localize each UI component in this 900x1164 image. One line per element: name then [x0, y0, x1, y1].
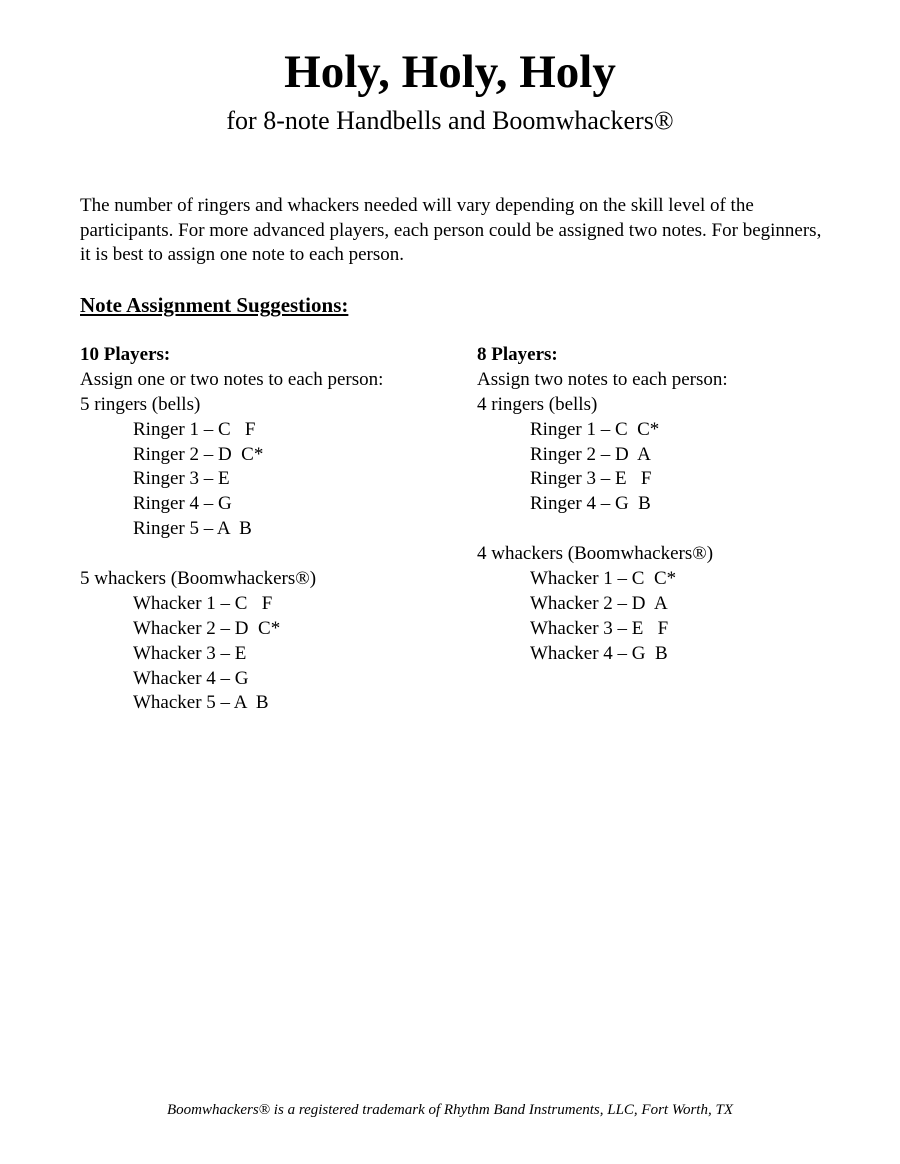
whacker-assignment: Whacker 1 – C C* [530, 568, 677, 590]
whacker-assignment: Whacker 2 – D A [530, 592, 668, 614]
page-title: Holy, Holy, Holy [284, 46, 616, 98]
ringer-assignment: Ringer 4 – G [133, 493, 232, 515]
ringer-assignment: Ringer 5 – A B [133, 518, 252, 540]
whacker-assignment: Whacker 1 – C F [133, 592, 273, 614]
ringer-assignment: Ringer 1 – C C* [530, 418, 660, 440]
ten-players-instruction: Assign one or two notes to each person: [80, 368, 384, 390]
ringer-assignment: Ringer 3 – E F [530, 468, 652, 490]
ringer-assignment: Ringer 1 – C F [133, 418, 256, 440]
whacker-assignment: Whacker 3 – E F [530, 617, 669, 639]
ten-players-column [80, 343, 460, 716]
eight-players-heading: 8 Players: [477, 344, 558, 365]
ringer-assignment: Ringer 3 – E [133, 468, 230, 490]
whacker-assignment: Whacker 2 – D C* [133, 617, 281, 639]
whacker-assignment: Whacker 5 – A B [133, 692, 269, 714]
page-subtitle: for 8-note Handbells and Boomwhackers® [226, 106, 674, 135]
eight-players-ringers-label: 4 ringers (bells) [477, 393, 598, 415]
trademark-footer: Boomwhackers® is a registered trademark of Rhythm Band Instruments, LLC, Fort Worth, TX [167, 1102, 733, 1118]
spacer [80, 542, 460, 567]
whacker-assignment: Whacker 3 – E [133, 642, 247, 664]
ringer-assignment: Ringer 4 – G B [530, 493, 651, 515]
ten-players-whackers-label: 5 whackers (Boomwhackers®) [80, 568, 317, 590]
eight-players-whackers-label: 4 whackers (Boomwhackers®) [477, 543, 714, 565]
intro-paragraph: The number of ringers and whackers needed will vary depending on the skill level of the participants. For more advanced players, each person could be assigned two notes. For beginners, it is best to assign one note to each person. [80, 195, 822, 265]
whacker-assignment: Whacker 4 – G B [530, 642, 668, 664]
whacker-assignment: Whacker 4 – G [133, 667, 249, 689]
ten-players-heading: 10 Players: [80, 344, 171, 365]
ringer-assignment: Ringer 2 – D A [530, 443, 651, 465]
section-heading: Note Assignment Suggestions: [80, 293, 349, 317]
ten-players-ringers-label: 5 ringers (bells) [80, 393, 201, 415]
spacer [477, 517, 857, 542]
eight-players-column [477, 343, 857, 667]
ringer-assignment: Ringer 2 – D C* [133, 443, 264, 465]
eight-players-instruction: Assign two notes to each person: [477, 368, 728, 390]
